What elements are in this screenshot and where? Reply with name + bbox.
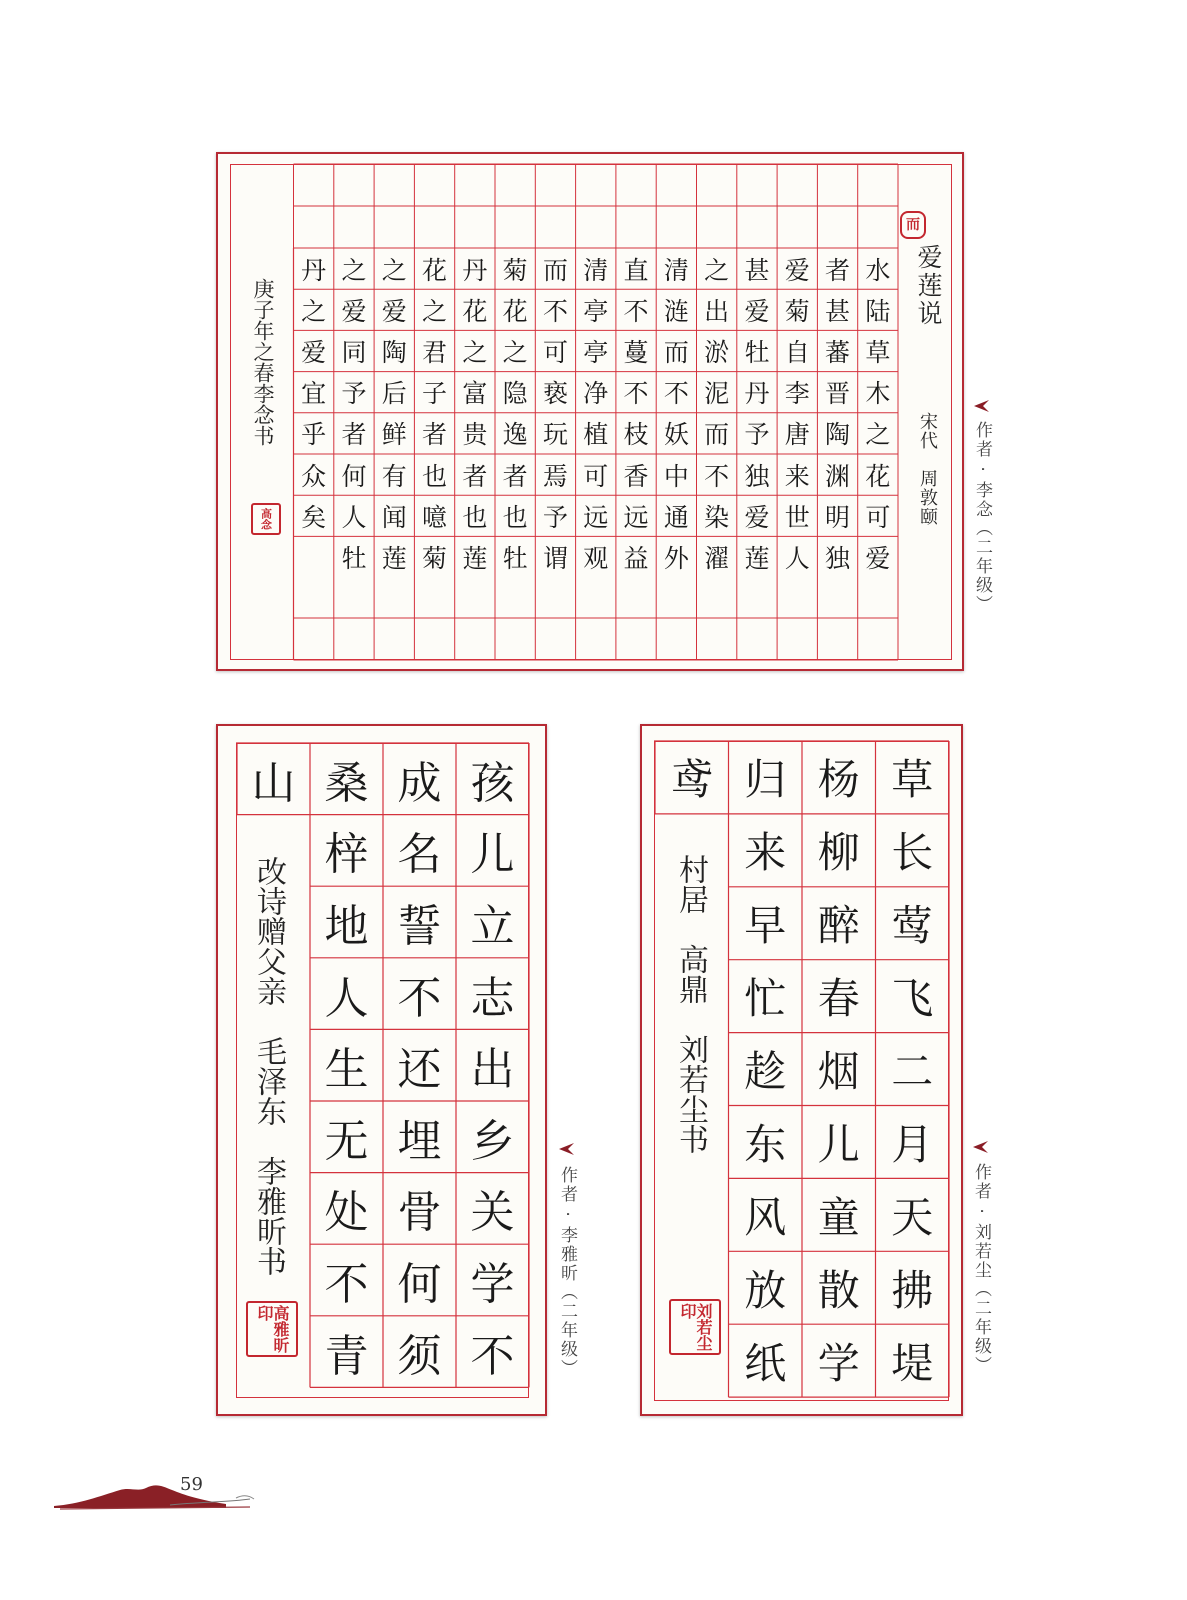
glyph-cell: 子 bbox=[422, 379, 448, 409]
credit-arrow-icon bbox=[556, 1141, 576, 1157]
glyph-cell: 不 bbox=[324, 1258, 369, 1310]
glyph-cell: 忙 bbox=[744, 974, 787, 1024]
glyph-cell: 逸 bbox=[502, 420, 528, 450]
glyph-cell: 立 bbox=[470, 900, 515, 952]
glyph-cell: 爱 bbox=[865, 543, 891, 573]
glyph-cell: 泥 bbox=[704, 379, 730, 409]
glyph-cell: 草 bbox=[891, 755, 934, 805]
glyph-cell: 妖 bbox=[663, 420, 689, 450]
glyph-cell: 东 bbox=[744, 1119, 787, 1169]
glyph-cell: 焉 bbox=[542, 461, 568, 491]
glyph-cell: 爱 bbox=[381, 296, 407, 326]
glyph-cell: 者 bbox=[502, 461, 528, 491]
glyph-cell: 人 bbox=[784, 543, 810, 573]
glyph-cell: 蔓 bbox=[623, 337, 649, 367]
glyph-cell: 天 bbox=[891, 1192, 934, 1242]
glyph-cell: 不 bbox=[663, 379, 689, 409]
glyph-cell: 世 bbox=[784, 502, 810, 532]
glyph-cell: 而 bbox=[704, 420, 730, 450]
glyph-cell: 直 bbox=[623, 255, 649, 285]
glyph-cell: 不 bbox=[704, 461, 730, 491]
glyph-cell: 自 bbox=[784, 337, 810, 367]
glyph-cell: 何 bbox=[397, 1258, 442, 1310]
glyph-cell: 可 bbox=[542, 337, 568, 367]
glyph-cell: 净 bbox=[583, 379, 609, 409]
glyph-cell: 草 bbox=[865, 337, 891, 367]
glyph-cell: 独 bbox=[744, 461, 770, 491]
glyph-cell: 趁 bbox=[744, 1047, 787, 1097]
glyph-cell: 堤 bbox=[891, 1338, 934, 1388]
author-credit: 作者 · 刘若尘（二年级） bbox=[971, 1163, 991, 1376]
glyph-cell: 噫 bbox=[422, 502, 448, 532]
glyph-cell: 闻 bbox=[381, 502, 407, 532]
glyph-cell: 丹 bbox=[462, 255, 488, 285]
glyph-cell: 须 bbox=[397, 1330, 442, 1382]
glyph-cell: 春 bbox=[817, 974, 860, 1024]
glyph-cell: 莲 bbox=[462, 543, 488, 573]
glyph-cell: 隐 bbox=[502, 379, 528, 409]
glyph-cell: 出 bbox=[470, 1044, 515, 1096]
glyph-cell: 矣 bbox=[301, 502, 327, 532]
glyph-cell: 谓 bbox=[542, 543, 568, 573]
glyph-cell: 陶 bbox=[825, 420, 851, 450]
glyph-cell: 青 bbox=[324, 1330, 369, 1382]
glyph-cell: 烟 bbox=[817, 1047, 860, 1097]
author-credit: 作者 · 李念（二年级） bbox=[972, 421, 992, 615]
glyph-cell: 拂 bbox=[891, 1265, 934, 1315]
calligraphy-sheet-ailianshuo bbox=[216, 152, 964, 671]
glyph-cell: 者 bbox=[462, 461, 488, 491]
title-line: 改诗赠父亲 毛泽东 李雅昕书 bbox=[251, 856, 286, 1276]
glyph-cell: 归 bbox=[744, 755, 787, 805]
glyph-cell: 之 bbox=[301, 296, 327, 326]
glyph-cell: 成 bbox=[397, 757, 442, 809]
glyph-cell: 爱 bbox=[744, 296, 770, 326]
glyph-cell: 牡 bbox=[341, 543, 367, 573]
glyph-cell: 处 bbox=[324, 1187, 369, 1239]
glyph-cell: 学 bbox=[817, 1338, 860, 1388]
glyph-cell: 乎 bbox=[301, 420, 327, 450]
glyph-cell: 埋 bbox=[397, 1115, 442, 1167]
glyph-cell: 益 bbox=[623, 543, 649, 573]
glyph-cell: 丹 bbox=[301, 255, 327, 285]
glyph-cell: 蕃 bbox=[825, 337, 851, 367]
glyph-cell: 花 bbox=[502, 296, 528, 326]
glyph-cell: 涟 bbox=[663, 296, 689, 326]
glyph-cell: 柳 bbox=[817, 828, 860, 878]
glyph-cell: 也 bbox=[462, 502, 488, 532]
glyph-cell: 可 bbox=[583, 461, 609, 491]
glyph-cell: 晋 bbox=[825, 379, 851, 409]
glyph-cell: 之 bbox=[422, 296, 448, 326]
glyph-cell: 也 bbox=[502, 502, 528, 532]
glyph-cell: 无 bbox=[324, 1115, 369, 1167]
glyph-cell: 散 bbox=[817, 1265, 860, 1315]
glyph-cell: 之 bbox=[462, 337, 488, 367]
glyph-cell: 爱 bbox=[744, 502, 770, 532]
glyph-cell: 来 bbox=[784, 461, 810, 491]
glyph-cell: 何 bbox=[341, 461, 367, 491]
glyph-cell: 莺 bbox=[891, 901, 934, 951]
signature: 庚子年之春李念书 bbox=[251, 278, 275, 446]
glyph-cell: 之 bbox=[341, 255, 367, 285]
glyph-cell: 后 bbox=[381, 379, 407, 409]
page-number: 59 bbox=[180, 1474, 203, 1495]
glyph-cell: 名 bbox=[397, 829, 442, 881]
glyph-cell: 甚 bbox=[825, 296, 851, 326]
glyph-cell: 者 bbox=[422, 420, 448, 450]
signature-seal: 刘若尘印 bbox=[669, 1299, 721, 1355]
glyph-cell: 同 bbox=[341, 337, 367, 367]
glyph-cell: 有 bbox=[381, 461, 407, 491]
glyph-cell: 醉 bbox=[817, 901, 860, 951]
glyph-cell: 出 bbox=[704, 296, 730, 326]
glyph-cell: 还 bbox=[397, 1044, 442, 1096]
glyph-cell: 花 bbox=[422, 255, 448, 285]
glyph-cell: 富 bbox=[462, 379, 488, 409]
title-line: 村居 高鼎 刘若尘书 bbox=[673, 854, 708, 1154]
glyph-cell: 二 bbox=[891, 1047, 934, 1097]
glyph-cell: 不 bbox=[623, 296, 649, 326]
glyph-cell: 通 bbox=[663, 502, 689, 532]
glyph-cell: 不 bbox=[542, 296, 568, 326]
glyph-cell: 清 bbox=[663, 255, 689, 285]
glyph-cell: 唐 bbox=[784, 420, 810, 450]
glyph-cell: 甚 bbox=[744, 255, 770, 285]
glyph-cell: 关 bbox=[470, 1187, 515, 1239]
glyph-cell: 桑 bbox=[324, 757, 369, 809]
signature-seal: 高雅昕印 bbox=[246, 1301, 298, 1357]
calligraphy-sheet-cunju bbox=[640, 724, 963, 1416]
glyph-cell: 不 bbox=[470, 1330, 515, 1382]
glyph-cell: 者 bbox=[341, 420, 367, 450]
glyph-cell: 众 bbox=[301, 461, 327, 491]
glyph-cell: 玩 bbox=[542, 420, 568, 450]
glyph-cell: 不 bbox=[397, 972, 442, 1024]
glyph-cell: 之 bbox=[502, 337, 528, 367]
glyph-cell: 爱 bbox=[784, 255, 810, 285]
glyph-cell: 鲜 bbox=[381, 420, 407, 450]
glyph-cell: 乡 bbox=[470, 1115, 515, 1167]
glyph-cell: 亭 bbox=[583, 337, 609, 367]
glyph-cell: 菊 bbox=[502, 255, 528, 285]
credit-arrow-icon bbox=[971, 398, 991, 414]
author-line: 宋代 周敦颐 bbox=[917, 412, 938, 526]
glyph-cell: 染 bbox=[704, 502, 730, 532]
glyph-cell: 爱 bbox=[301, 337, 327, 367]
glyph-cell: 贵 bbox=[462, 420, 488, 450]
glyph-cell: 人 bbox=[341, 502, 367, 532]
glyph-cell: 植 bbox=[583, 420, 609, 450]
credit-arrow-icon bbox=[970, 1139, 990, 1155]
calligraphy-sheet-poem-father bbox=[216, 724, 547, 1416]
glyph-cell: 花 bbox=[865, 461, 891, 491]
glyph-cell: 陶 bbox=[381, 337, 407, 367]
glyph-cell: 丹 bbox=[744, 379, 770, 409]
glyph-cell: 者 bbox=[825, 255, 851, 285]
glyph-cell: 濯 bbox=[704, 543, 730, 573]
glyph-cell: 水 bbox=[865, 255, 891, 285]
glyph-cell: 孩 bbox=[470, 757, 515, 809]
glyph-cell: 渊 bbox=[825, 461, 851, 491]
glyph-cell: 中 bbox=[663, 461, 689, 491]
glyph-cell: 不 bbox=[623, 379, 649, 409]
glyph-cell: 明 bbox=[825, 502, 851, 532]
glyph-cell: 杨 bbox=[817, 755, 860, 805]
glyph-cell: 亭 bbox=[583, 296, 609, 326]
glyph-cell: 菊 bbox=[422, 543, 448, 573]
glyph-cell: 菊 bbox=[784, 296, 810, 326]
glyph-cell: 梓 bbox=[324, 829, 369, 881]
glyph-cell: 而 bbox=[663, 337, 689, 367]
glyph-cell: 清 bbox=[583, 255, 609, 285]
glyph-cell: 予 bbox=[744, 420, 770, 450]
glyph-cell: 外 bbox=[663, 543, 689, 573]
glyph-cell: 童 bbox=[817, 1192, 860, 1242]
title-seal: 而 bbox=[900, 211, 926, 239]
glyph-cell: 花 bbox=[462, 296, 488, 326]
glyph-cell: 月 bbox=[891, 1119, 934, 1169]
glyph-cell: 宜 bbox=[301, 379, 327, 409]
glyph-cell: 儿 bbox=[470, 829, 515, 881]
glyph-cell: 爱 bbox=[341, 296, 367, 326]
glyph-cell: 可 bbox=[865, 502, 891, 532]
glyph-cell: 鸢 bbox=[670, 755, 713, 805]
glyph-cell: 骨 bbox=[397, 1187, 442, 1239]
glyph-cell: 而 bbox=[542, 255, 568, 285]
glyph-cell: 志 bbox=[470, 972, 515, 1024]
glyph-cell: 淤 bbox=[704, 337, 730, 367]
glyph-cell: 莲 bbox=[381, 543, 407, 573]
signature-seal: 高念 bbox=[251, 503, 281, 535]
glyph-cell: 李 bbox=[784, 379, 810, 409]
mountain-ornament-icon bbox=[50, 1478, 260, 1514]
glyph-cell: 之 bbox=[381, 255, 407, 285]
glyph-cell: 远 bbox=[623, 502, 649, 532]
glyph-cell: 予 bbox=[542, 502, 568, 532]
glyph-cell: 之 bbox=[704, 255, 730, 285]
glyph-cell: 独 bbox=[825, 543, 851, 573]
glyph-cell: 木 bbox=[865, 379, 891, 409]
glyph-cell: 君 bbox=[422, 337, 448, 367]
glyph-cell: 远 bbox=[583, 502, 609, 532]
glyph-cell: 枝 bbox=[623, 420, 649, 450]
glyph-cell: 亵 bbox=[542, 379, 568, 409]
glyph-cell: 儿 bbox=[817, 1119, 860, 1169]
glyph-cell: 牡 bbox=[502, 543, 528, 573]
glyph-cell: 地 bbox=[324, 900, 369, 952]
glyph-cell: 人 bbox=[324, 972, 369, 1024]
glyph-cell: 牡 bbox=[744, 337, 770, 367]
glyph-cell: 来 bbox=[744, 828, 787, 878]
glyph-cell: 放 bbox=[744, 1265, 787, 1315]
glyph-cell: 学 bbox=[470, 1258, 515, 1310]
glyph-cell: 飞 bbox=[891, 974, 934, 1024]
glyph-cell: 风 bbox=[744, 1192, 787, 1242]
glyph-cell: 生 bbox=[324, 1044, 369, 1096]
glyph-cell: 之 bbox=[865, 420, 891, 450]
glyph-cell: 予 bbox=[341, 379, 367, 409]
glyph-cell: 香 bbox=[623, 461, 649, 491]
author-credit: 作者 · 李雅昕（二年级） bbox=[557, 1166, 577, 1379]
glyph-cell: 纸 bbox=[744, 1338, 787, 1388]
glyph-cell: 早 bbox=[744, 901, 787, 951]
work-title: 爱莲说 bbox=[914, 244, 943, 328]
glyph-cell: 山 bbox=[251, 757, 296, 809]
glyph-cell: 莲 bbox=[744, 543, 770, 573]
glyph-cell: 也 bbox=[422, 461, 448, 491]
glyph-cell: 长 bbox=[891, 828, 934, 878]
glyph-cell: 陆 bbox=[865, 296, 891, 326]
glyph-cell: 观 bbox=[583, 543, 609, 573]
glyph-cell: 誓 bbox=[397, 900, 442, 952]
